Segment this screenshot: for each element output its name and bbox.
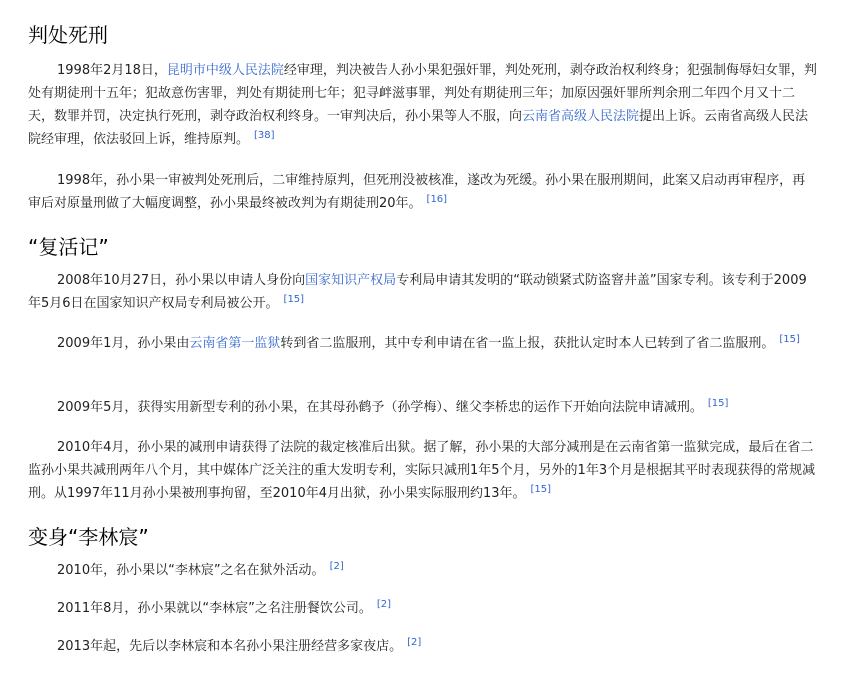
paragraph: [28, 635, 818, 658]
link-kunming-intermediate-court[interactable]: 昆明市中级人民法院: [166, 63, 284, 78]
citation-link[interactable]: [2]: [407, 637, 422, 648]
paragraph: [28, 169, 818, 215]
citation-link[interactable]: [15]: [283, 294, 305, 305]
paragraph-text: 经审理，判决被告人孙小果犯强奸罪，判处死刑，剥夺政治权利终身；犯强制侮辱妇女罪，判处有期徒刑十五年；犯故意伤害罪，判处有期徒刑七年；犯寻衅滋事罪，判处有期徒刑三年；加原因强奸罪所判余刑二年四个月又十二天，数罪并罚，决定执行死刑，剥夺政治权利终身。一审判决后，孙小果等人不服，向: [28, 63, 817, 124]
paragraph-text: 提出上诉。云南省高级人民法院经审理，依法驳回上诉，维持原判。: [28, 109, 809, 147]
paragraph-text: 2008年10月27日，孙小果以申请人身份向: [57, 273, 306, 288]
citation-link[interactable]: [2]: [329, 561, 344, 572]
citation-link[interactable]: [2]: [376, 599, 391, 610]
section-heading-revival: “复活记”: [28, 235, 109, 259]
citation-link[interactable]: [15]: [530, 484, 552, 495]
link-yunnan-high-court[interactable]: 云南省高级人民法院: [522, 109, 640, 124]
paragraph: [28, 269, 818, 315]
link-cnipa[interactable]: 国家知识产权局: [305, 273, 397, 288]
paragraph-text: 专利局申请其发明的“联动锁紧式防盗窨井盖”国家专利。该专利于2009年5月6日在国家知识产权局专利局被公开。: [28, 273, 807, 311]
paragraph: [28, 396, 818, 419]
section-heading-death-sentence: 判处死刑: [28, 23, 108, 47]
paragraph: [28, 59, 818, 151]
paragraph: [28, 332, 818, 355]
paragraph-text: 2011年8月，孙小果就以“李林宸”之名注册餐饮公司。: [57, 601, 372, 616]
paragraph-text: 2009年5月，获得实用新型专利的孙小果，在其母孙鹤予（孙学梅）、继父李桥忠的运作下开始向法院申请减刑。: [57, 400, 703, 415]
paragraph-text: 1998年，孙小果一审被判处死刑后，二审维持原判，但死刑没被核准，遂改为死缓。孙小果在服刑期间，此案又启动再审程序，再审后对原量刑做了大幅度调整，孙小果最终被改判为有期徒刑20年。: [28, 173, 806, 211]
link-yunnan-first-prison[interactable]: 云南省第一监狱: [189, 336, 281, 351]
section-heading-alias: 变身“李林宸”: [28, 525, 149, 549]
paragraph-text: 2010年，孙小果以“李林宸”之名在狱外活动。: [57, 563, 325, 578]
paragraph-text: 1998年2月18日，: [57, 63, 167, 78]
citation-link[interactable]: [16]: [426, 194, 448, 205]
paragraph-text: 2010年4月，孙小果的减刑申请获得了法院的裁定核准后出狱。据了解，孙小果的大部分减刑是在云南省第一监狱完成，最后在省二监孙小果共减刑两年八个月，其中媒体广泛关注的重大发明专利，实际只减刑1年5个月，另外的1年3个月是根据其平时表现获得的常规减刑。从1997年11月孙小果被刑事拘留，至2010年4月出狱，孙小果实际服刑约13年。: [28, 440, 816, 501]
citation-link[interactable]: [38]: [254, 130, 275, 141]
paragraph: [28, 436, 818, 505]
paragraph: [28, 559, 818, 582]
paragraph: [28, 597, 818, 620]
citation-link[interactable]: [15]: [779, 334, 800, 345]
citation-link[interactable]: [15]: [707, 398, 729, 409]
paragraph-text: 2009年1月，孙小果由: [57, 336, 190, 351]
paragraph-text: 2013年起，先后以李林宸和本名孙小果注册经营多家夜店。: [57, 639, 403, 654]
paragraph-text: 转到省二监服刑，其中专利申请在省一监上报，获批认定时本人已转到了省二监服刑。: [280, 336, 775, 351]
